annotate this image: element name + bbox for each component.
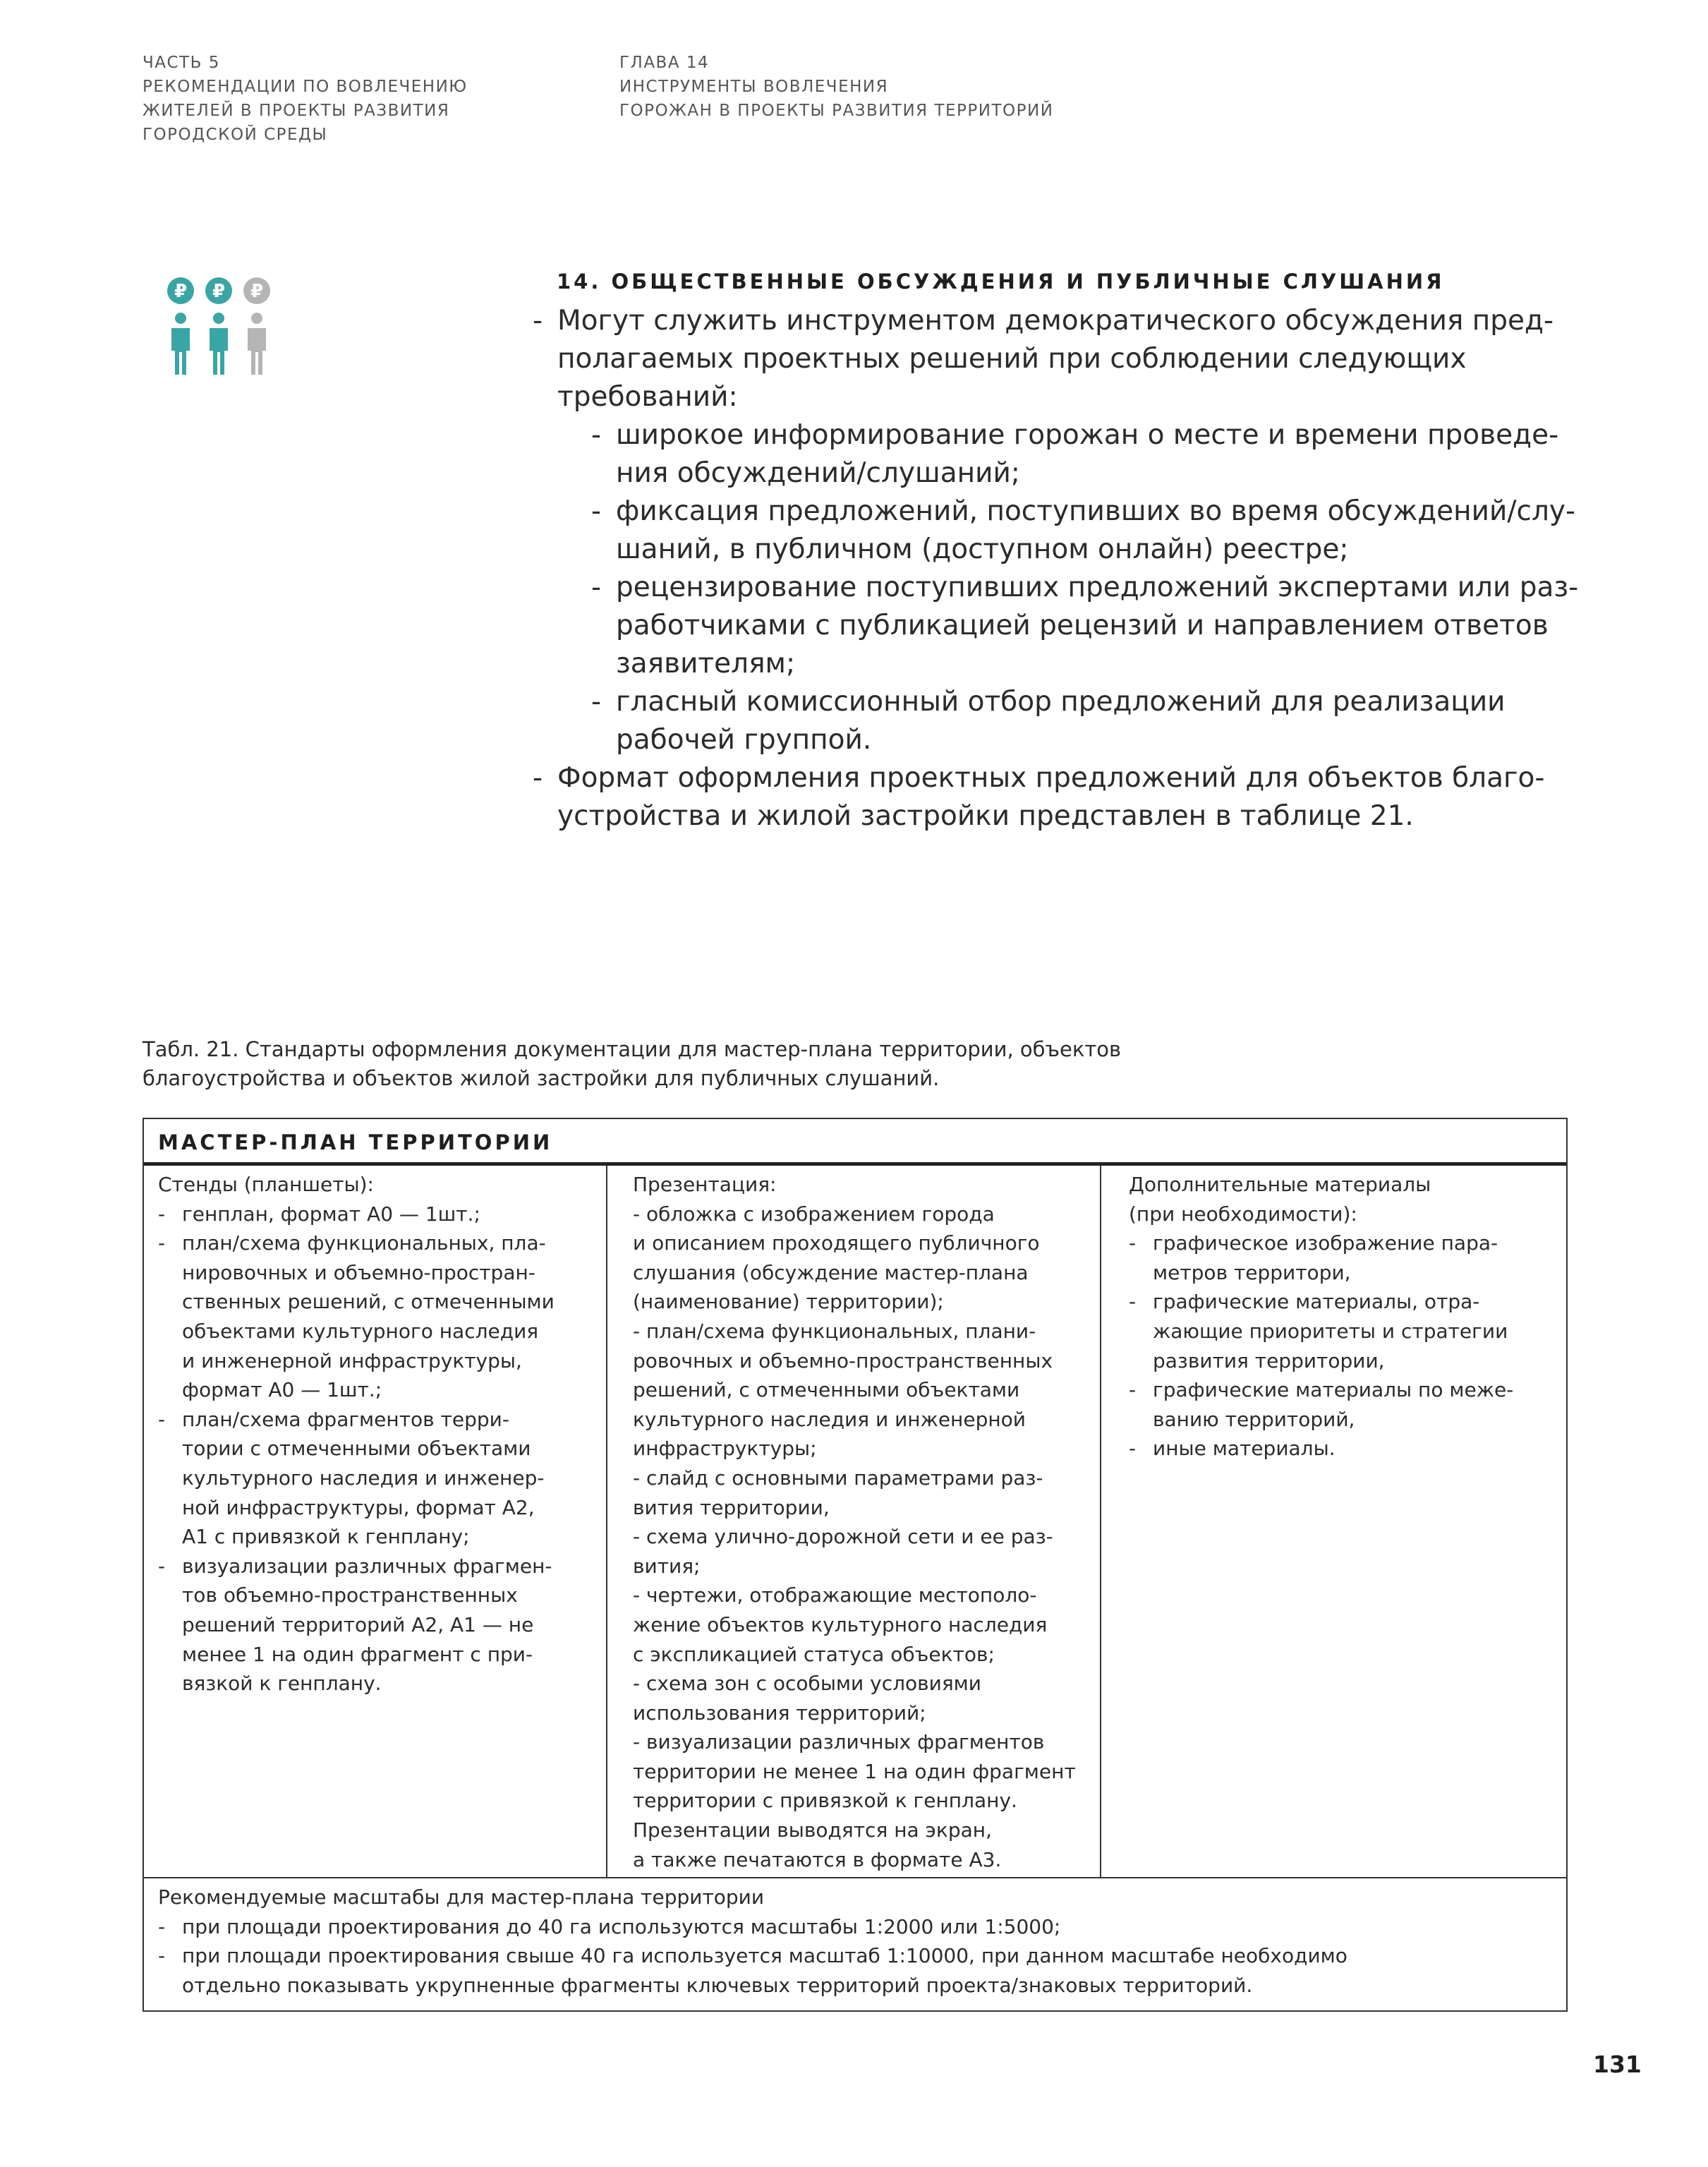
cell-text: при площади проектирования до 40 га используются масштабы 1:2000 или 1:5000;: [182, 1914, 1061, 1938]
cell-text: территории не менее 1 на один фрагмент: [633, 1759, 1076, 1783]
header-line: ГЛАВА 14: [619, 54, 710, 72]
cell-line: [633, 1493, 1076, 1523]
header-line: РЕКОМЕНДАЦИИ ПО ВОВЛЕЧЕНИЮ: [143, 78, 468, 96]
cell-line: [633, 1346, 1076, 1376]
table-cell-stands: [158, 1170, 555, 1698]
cell-text: ванию территорий,: [1153, 1407, 1355, 1431]
list-item-line: [1129, 1405, 1513, 1435]
cell-text: ной инфраструктуры, формат А2,: [182, 1495, 535, 1519]
cell-text: - схема зон с особыми условиями: [633, 1672, 982, 1696]
list-item-line: [158, 1375, 555, 1405]
header-line: ЖИТЕЛЕЙ В ПРОЕКТЫ РАЗВИТИЯ: [143, 102, 450, 120]
svg-text:₽: ₽: [174, 281, 188, 302]
cell-text: решений территорий А2, А1 — не: [182, 1612, 534, 1636]
cell-line: [633, 1405, 1076, 1435]
table-cell-presentation: [633, 1170, 1076, 1874]
bullet-text: устройства и жилой застройки представлен в таблице 21.: [557, 800, 1414, 832]
list-item-line: [158, 1258, 555, 1288]
row-divider: [144, 1877, 1566, 1878]
list-dash: -: [158, 1944, 166, 1968]
header-line: ГОРОЖАН В ПРОЕКТЫ РАЗВИТИЯ ТЕРРИТОРИЙ: [619, 102, 1054, 120]
cell-line: [633, 1845, 1076, 1875]
cell-text: формат А0 — 1шт.;: [182, 1378, 382, 1402]
subbullet-text: заявителям;: [616, 648, 796, 680]
cell-line: [633, 1522, 1076, 1552]
cell-text: графические материалы, отра-: [1153, 1290, 1480, 1314]
cell-text: тов объемно-пространственных: [182, 1583, 518, 1607]
cell-text: тории с отмеченными объектами: [182, 1437, 531, 1461]
cell-text: решений, с отмеченными объектами: [633, 1378, 1020, 1402]
list-item-line: [1129, 1229, 1513, 1258]
cell-text: план/схема фрагментов терри-: [182, 1407, 509, 1431]
cell-line: [633, 1669, 1076, 1698]
cell-text: объектами культурного наследия: [182, 1319, 539, 1343]
cell-line: [633, 1170, 1076, 1200]
cell-line: [633, 1229, 1076, 1258]
list-dash: -: [158, 1554, 166, 1578]
subbullet-text: фиксация предложений, поступивших во время обсуждений/слу-: [616, 495, 1576, 527]
cell-line: [1129, 1170, 1513, 1200]
cell-text: Рекомендуемые масштабы для мастер-плана территории: [158, 1885, 765, 1909]
list-dash: -: [158, 1231, 166, 1255]
caption-line: Табл. 21. Стандарты оформления документации для мастер-плана территории, объектов: [143, 1037, 1122, 1061]
header-line: ЧАСТЬ 5: [143, 54, 220, 72]
cell-text: ственных решений, с отмеченными: [182, 1290, 555, 1314]
caption-line: благоустройства и объектов жилой застройки для публичных слушаний.: [143, 1066, 940, 1090]
list-item-line: [158, 1317, 555, 1346]
list-dash: -: [158, 1914, 166, 1938]
cell-text: Презентации выводятся на экран,: [633, 1818, 992, 1842]
cell-text: менее 1 на один фрагмент с при-: [182, 1642, 533, 1666]
cell-text: Презентация:: [633, 1173, 777, 1196]
cell-text: графические материалы по меже-: [1153, 1378, 1514, 1402]
cell-text: (наименование) территории);: [633, 1290, 944, 1314]
cell-text: - чертежи, отображающие местополо-: [633, 1583, 1037, 1607]
running-header-part: [143, 51, 468, 147]
cell-text: и инженерной инфраструктуры,: [182, 1348, 522, 1372]
cell-line: [158, 1170, 555, 1200]
cell-text: иные материалы.: [1153, 1437, 1335, 1461]
cell-line: [633, 1258, 1076, 1288]
list-item-line: [158, 1287, 555, 1317]
cell-text: и описанием проходящего публичного: [633, 1231, 1040, 1255]
participation-level-icons: [164, 277, 277, 376]
ruble-person-icon: [240, 277, 274, 376]
cell-line: [633, 1727, 1076, 1757]
cell-text: культурного наследия и инженер-: [182, 1466, 545, 1490]
cell-text: - обложка с изображением города: [633, 1202, 995, 1226]
list-dash: -: [1129, 1231, 1137, 1255]
list-item-line: [158, 1434, 555, 1463]
standards-table: [143, 1118, 1568, 2012]
cell-text: территории с привязкой к генплану.: [633, 1789, 1017, 1813]
cell-line: [633, 1552, 1076, 1581]
cell-text: план/схема функциональных, пла-: [182, 1231, 546, 1255]
list-item-line: [158, 1669, 555, 1698]
table-cell-scales: [158, 1883, 1347, 2000]
subbullet-dash: -: [591, 686, 602, 718]
cell-text: вития территории,: [633, 1495, 830, 1519]
list-dash: -: [158, 1202, 166, 1226]
cell-text: вязкой к генплану.: [182, 1672, 382, 1696]
cell-line: [633, 1317, 1076, 1346]
cell-line: [633, 1200, 1076, 1229]
cell-line: [633, 1463, 1076, 1493]
ruble-person-icon: [202, 277, 236, 376]
subbullet-text: рабочей группой.: [616, 724, 872, 756]
subbullet-text: шаний, в публичном (доступном онлайн) реестре;: [616, 533, 1349, 565]
section-title: 14. ОБЩЕСТВЕННЫЕ ОБСУЖДЕНИЯ И ПУБЛИЧНЫЕ СЛУШАНИЯ: [557, 270, 1445, 294]
cell-text: вития;: [633, 1554, 701, 1578]
cell-text: А1 с привязкой к генплану;: [182, 1525, 470, 1549]
list-item-line: [158, 1640, 555, 1670]
subbullet-dash: -: [591, 419, 602, 451]
list-item-line: [1129, 1258, 1513, 1288]
list-item-line: [158, 1200, 555, 1229]
svg-text:₽: ₽: [212, 281, 226, 302]
bullet-text: требований:: [557, 381, 738, 413]
list-item-line: [158, 1610, 555, 1640]
list-item-line: [1129, 1375, 1513, 1405]
list-dash: -: [1129, 1378, 1137, 1402]
bullet-dash: -: [533, 305, 543, 337]
cell-text: инфраструктуры;: [633, 1437, 817, 1461]
cell-line: [1129, 1200, 1513, 1229]
cell-text: отдельно показывать укрупненные фрагменты ключевых территорий проекта/знаковых территорий.: [182, 1973, 1253, 1997]
cell-text: развития территории,: [1153, 1348, 1385, 1372]
header-line: ГОРОДСКОЙ СРЕДЫ: [143, 126, 328, 144]
bullet-text: Формат оформления проектных предложений для объектов благо-: [557, 762, 1545, 794]
cell-line: [633, 1640, 1076, 1670]
cell-text: - схема улично-дорожной сети и ее раз-: [633, 1525, 1053, 1549]
page-number: 131: [1593, 2051, 1642, 2078]
cell-text: жение объектов культурного наследия: [633, 1612, 1048, 1636]
table-cell-additional: [1129, 1170, 1513, 1463]
cell-text: а также печатаются в формате А3.: [633, 1847, 1002, 1871]
cell-line: [633, 1757, 1076, 1787]
list-item-line: [1129, 1287, 1513, 1317]
cell-text: при площади проектирования свыше 40 га используется масштаб 1:10000, при данном масштабе необходимо: [182, 1944, 1347, 1968]
cell-text: - слайд с основными параметрами раз-: [633, 1466, 1043, 1490]
cell-line: [158, 1883, 1347, 1912]
cell-text: - план/схема функциональных, плани-: [633, 1319, 1036, 1343]
list-item-line: [158, 1552, 555, 1581]
table-title-row: [144, 1119, 1566, 1166]
list-item-line: [1129, 1434, 1513, 1463]
column-divider: [1100, 1166, 1101, 1877]
cell-line: [633, 1434, 1076, 1463]
cell-text: использования территорий;: [633, 1701, 926, 1725]
list-item-line: [158, 1405, 555, 1435]
list-dash: -: [1129, 1437, 1137, 1461]
cell-text: визуализации различных фрагмен-: [182, 1554, 552, 1578]
bullet-text: полагаемых проектных решений при соблюдении следующих: [557, 343, 1467, 375]
subbullet-text: рецензирование поступивших предложений экспертами или раз-: [616, 572, 1579, 603]
cell-text: генплан, формат А0 — 1шт.;: [182, 1202, 480, 1226]
cell-line: [633, 1786, 1076, 1816]
cell-text: жающие приоритеты и стратегии: [1153, 1319, 1508, 1343]
cell-line: [633, 1698, 1076, 1728]
list-dash: -: [158, 1407, 166, 1431]
subbullet-text: гласный комиссионный отбор предложений для реализации: [616, 686, 1506, 718]
cell-text: Стенды (планшеты):: [158, 1173, 374, 1196]
list-item-line: [1129, 1317, 1513, 1346]
cell-line: [633, 1375, 1076, 1405]
list-item-line: [158, 1971, 1347, 2000]
running-header-chapter: [619, 51, 1053, 123]
list-item-line: [158, 1229, 555, 1258]
list-item-line: [1129, 1346, 1513, 1376]
subbullet-text: широкое информирование горожан о месте и времени проведе-: [616, 419, 1559, 451]
bullet-dash: -: [533, 762, 543, 794]
cell-line: [633, 1816, 1076, 1845]
list-item-line: [158, 1493, 555, 1523]
cell-text: культурного наследия и инженерной: [633, 1407, 1026, 1431]
list-item-line: [158, 1581, 555, 1610]
list-item-line: [158, 1463, 555, 1493]
cell-text: (при необходимости):: [1129, 1202, 1357, 1226]
ruble-person-icon: [164, 277, 198, 376]
table-title: МАСТЕР-ПЛАН ТЕРРИТОРИИ: [158, 1130, 553, 1154]
cell-line: [633, 1581, 1076, 1610]
table-caption: [143, 1035, 1121, 1093]
bullet-text: Могут служить инструментом демократического обсуждения пред-: [557, 305, 1554, 337]
list-item-line: [158, 1346, 555, 1376]
cell-line: [633, 1287, 1076, 1317]
subbullet-dash: -: [591, 572, 602, 603]
cell-text: метров территори,: [1153, 1260, 1351, 1284]
cell-text: с экспликацией статуса объектов;: [633, 1642, 995, 1666]
cell-text: нировочных и объемно-простран-: [182, 1260, 535, 1284]
list-item-line: [158, 1522, 555, 1552]
list-item-line: [158, 1941, 1347, 1971]
subbullet-text: работчиками с публикацией рецензий и направлением ответов: [616, 610, 1549, 641]
svg-text:₽: ₽: [250, 281, 264, 302]
list-dash: -: [1129, 1290, 1137, 1314]
subbullet-dash: -: [591, 495, 602, 527]
cell-text: - визуализации различных фрагментов: [633, 1730, 1045, 1754]
cell-text: Дополнительные материалы: [1129, 1173, 1431, 1196]
cell-text: слушания (обсуждение мастер-плана: [633, 1260, 1029, 1284]
cell-text: графическое изображение пара-: [1153, 1231, 1498, 1255]
cell-line: [633, 1610, 1076, 1640]
subbullet-text: ния обсуждений/слушаний;: [616, 457, 1020, 489]
list-item-line: [158, 1912, 1347, 1942]
cell-text: ровочных и объемно-пространственных: [633, 1348, 1053, 1372]
column-divider: [606, 1166, 607, 1877]
header-line: ИНСТРУМЕНТЫ ВОВЛЕЧЕНИЯ: [619, 78, 889, 96]
